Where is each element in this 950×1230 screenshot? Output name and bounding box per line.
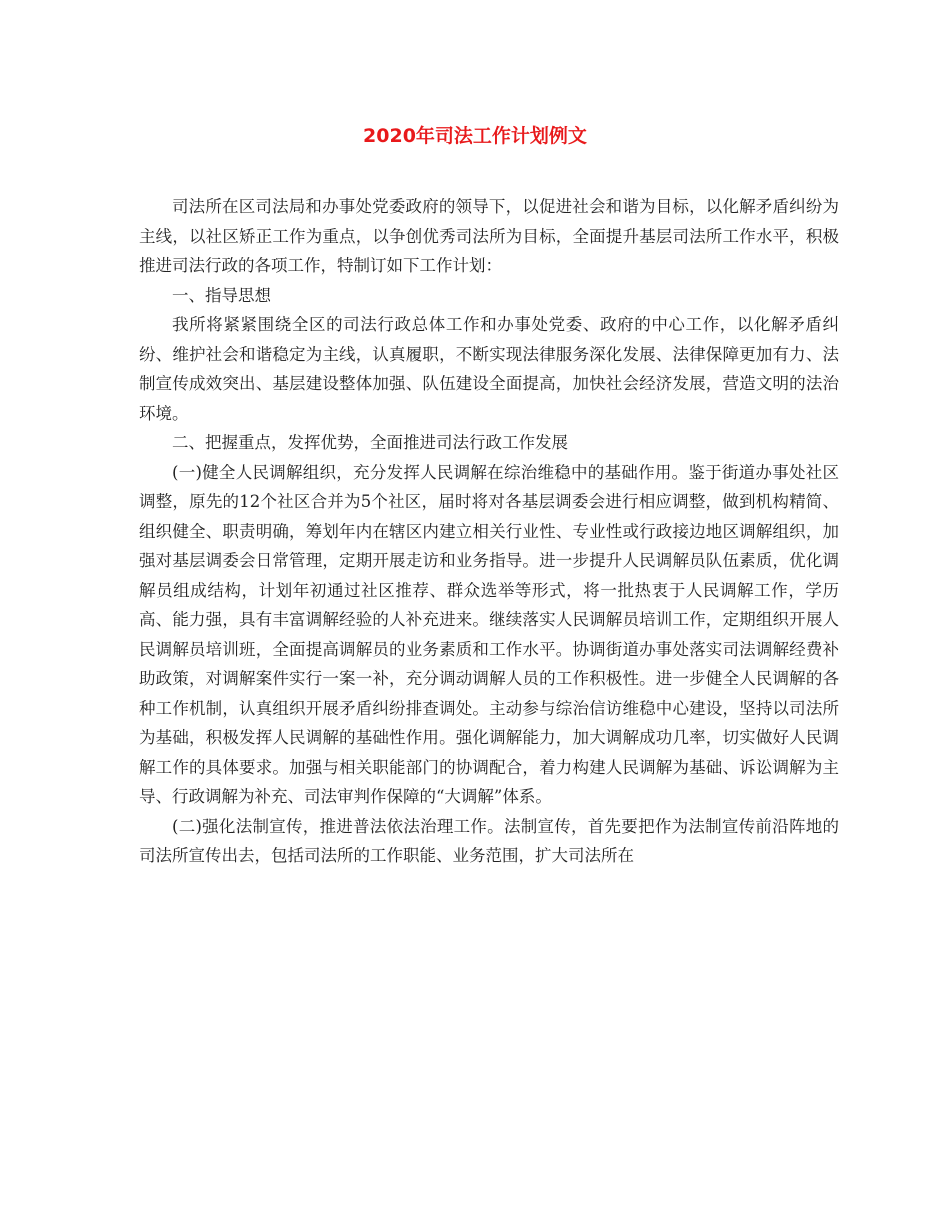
intro-paragraph: 司法所在区司法局和办事处党委政府的领导下，以促进社会和谐为目标，以化解矛盾纠纷为主线，以社区矫正工作为重点，以争创优秀司法所为目标，全面提升基层司法所工作水平，积极推进司法行政的各项工作，特制订如下工作计划： [139, 197, 839, 275]
mediation-paragraph: (一)健全人民调解组织，充分发挥人民调解在综治维稳中的基础作用。鉴于街道办事处社区调整，原先的12个社区合并为5个社区，届时将对各基层调委会进行相应调整，做到机构精简、组织健全、职责明确，筹划年内在辖区内建立相关行业性、专业性或行政接边地区调解组织，加强对基层调委会日常管理，定期开展走访和业务指导。进一步提升人民调解员队伍素质，优化调解员组成结构，计划年初通过社区推荐、群众选举等形式，将一批热衷于人民调解工作，学历高、能力强，具有丰富调解经验的人补充进来。继续落实人民调解员培训工作，定期组织开展人民调解员培训班，全面提高调解员的业务素质和工作水平。协调街道办事处落实司法调解经费补助政策，对调解案件实行一案一补，充分调动调解人员的工作积极性。进一步健全人民调解的各种工作机制，认真组织开展矛盾纠纷排查调处。主动参与综治信访维稳中心建设，坚持以司法所为基础，积极发挥人民调解的基础性作用。强化调解能力，加大调解成功几率，切实做好人民调解工作的具体要求。加强与相关职能部门的协调配合，着力构建人民调解为基础、诉讼调解为主导、行政调解为补充、司法审判作保障的“大调解”体系。 [139, 462, 839, 806]
section-heading-guiding-ideology: 一、指导思想 [172, 285, 271, 305]
legal-publicity-paragraph: (二)强化法制宣传，推进普法依法治理工作。法制宣传，首先要把作为法制宣传前沿阵地的司法所宣传出去，包括司法所的工作职能、业务范围，扩大司法所在 [139, 816, 839, 865]
section-heading-key-points: 二、把握重点，发挥优势，全面推进司法行政工作发展 [172, 433, 568, 452]
document-title: 2020年司法工作计划例文 [363, 125, 587, 147]
document-body [139, 192, 839, 871]
guiding-ideology-paragraph: 我所将紧紧围绕全区的司法行政总体工作和办事处党委、政府的中心工作，以化解矛盾纠纷、维护社会和谐稳定为主线，认真履职，不断实现法律服务深化发展、法律保障更加有力、法制宣传成效突出、基层建设整体加强、队伍建设全面提高，加快社会经济发展，营造文明的法治环境。 [139, 315, 839, 423]
